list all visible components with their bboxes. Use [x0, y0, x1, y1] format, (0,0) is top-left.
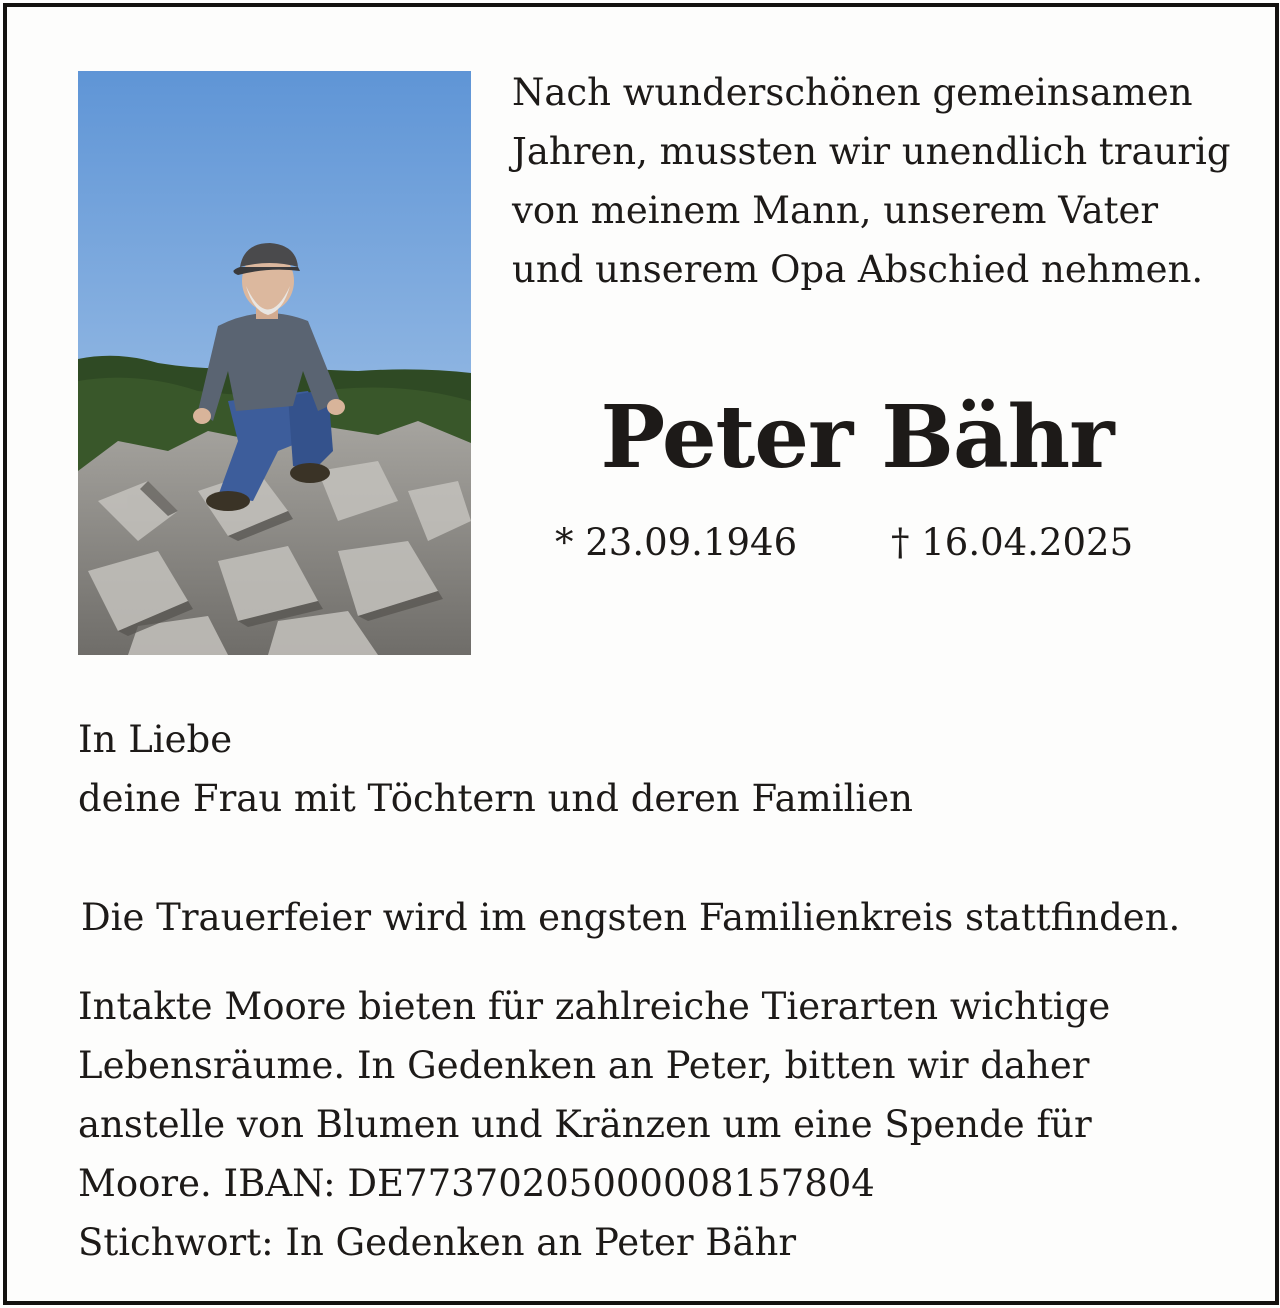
signature-block: [78, 710, 913, 828]
portrait-photo-icon: [78, 71, 471, 655]
donation-notice: [78, 977, 1110, 1272]
intro-text: [512, 63, 1272, 299]
donation-line: anstelle von Blumen und Kränzen um eine Spende für: [78, 1103, 1092, 1146]
intro-line: von meinem Mann, unserem Vater: [512, 189, 1159, 232]
donation-line: Lebensräume. In Gedenken an Peter, bitten wir daher: [78, 1044, 1090, 1087]
signature-line: In Liebe: [78, 718, 233, 761]
deceased-name: Peter Bähr: [600, 387, 1114, 488]
intro-line: Nach wunderschönen gemeinsamen: [512, 71, 1193, 114]
donation-line: Intakte Moore bieten für zahlreiche Tierarten wichtige: [78, 985, 1111, 1028]
intro-line: Jahren, mussten wir unendlich traurig: [512, 130, 1231, 173]
donation-line: Moore. IBAN: DE77370205000008157804: [78, 1162, 875, 1205]
ceremony-notice: Die Trauerfeier wird im engsten Familienkreis stattfinden.: [81, 896, 1181, 939]
obituary-frame: [3, 3, 1279, 1305]
birth-date: * 23.09.1946: [555, 521, 798, 564]
death-date: † 16.04.2025: [891, 521, 1134, 564]
intro-line: und unserem Opa Abschied nehmen.: [512, 248, 1204, 291]
signature-line: deine Frau mit Töchtern und deren Familien: [78, 777, 913, 820]
portrait-photo: [78, 71, 471, 655]
donation-line: Stichwort: In Gedenken an Peter Bähr: [78, 1221, 797, 1264]
